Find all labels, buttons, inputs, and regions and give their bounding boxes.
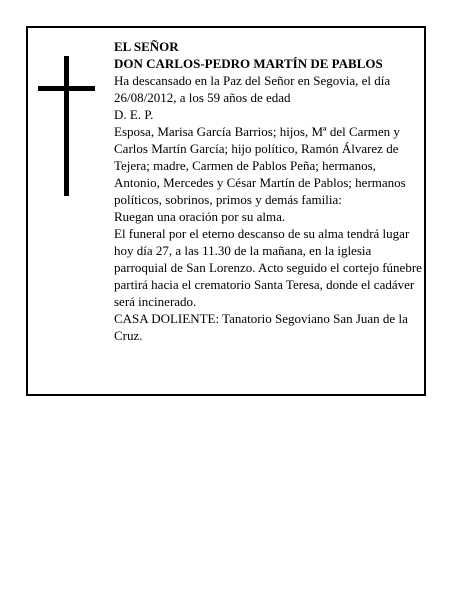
deceased-name: DON CARLOS-PEDRO MARTÍN DE PABLOS	[114, 56, 383, 71]
funeral-details: El funeral por el eterno descanso de su alma tendrá lugar hoy día 27, a las 11.30 de la mañana, en la iglesia parroquial de San Lorenzo. Acto seguido el cortejo fúnebre partirá hacia el crematorio Santa Teresa, donde el cadáver será incinerado.	[114, 226, 422, 309]
death-announcement: Ha descansado en la Paz del Señor en Segovia, el día 26/08/2012, a los 59 años de edad	[114, 73, 391, 105]
obituary-text	[114, 38, 424, 344]
family-list: Esposa, Marisa García Barrios; hijos, Mª del Carmen y Carlos Martín García; hijo político, Ramón Álvarez de Tejera; madre, Carmen de Pablos Peña; hermanos, Antonio, Mercedes y César Martín de Pablos; hermanos políticos, sobrinos, primos y demás familia:	[114, 124, 406, 207]
dep-text: D. E. P.	[114, 107, 154, 122]
casa-doliente: CASA DOLIENTE: Tanatorio Segoviano San Juan de la Cruz.	[114, 311, 408, 343]
heading-title: EL SEÑOR	[114, 39, 179, 54]
cross-vertical-bar	[64, 56, 69, 196]
prayer-request: Ruegan una oración por su alma.	[114, 209, 286, 224]
cross-horizontal-bar	[38, 86, 95, 91]
